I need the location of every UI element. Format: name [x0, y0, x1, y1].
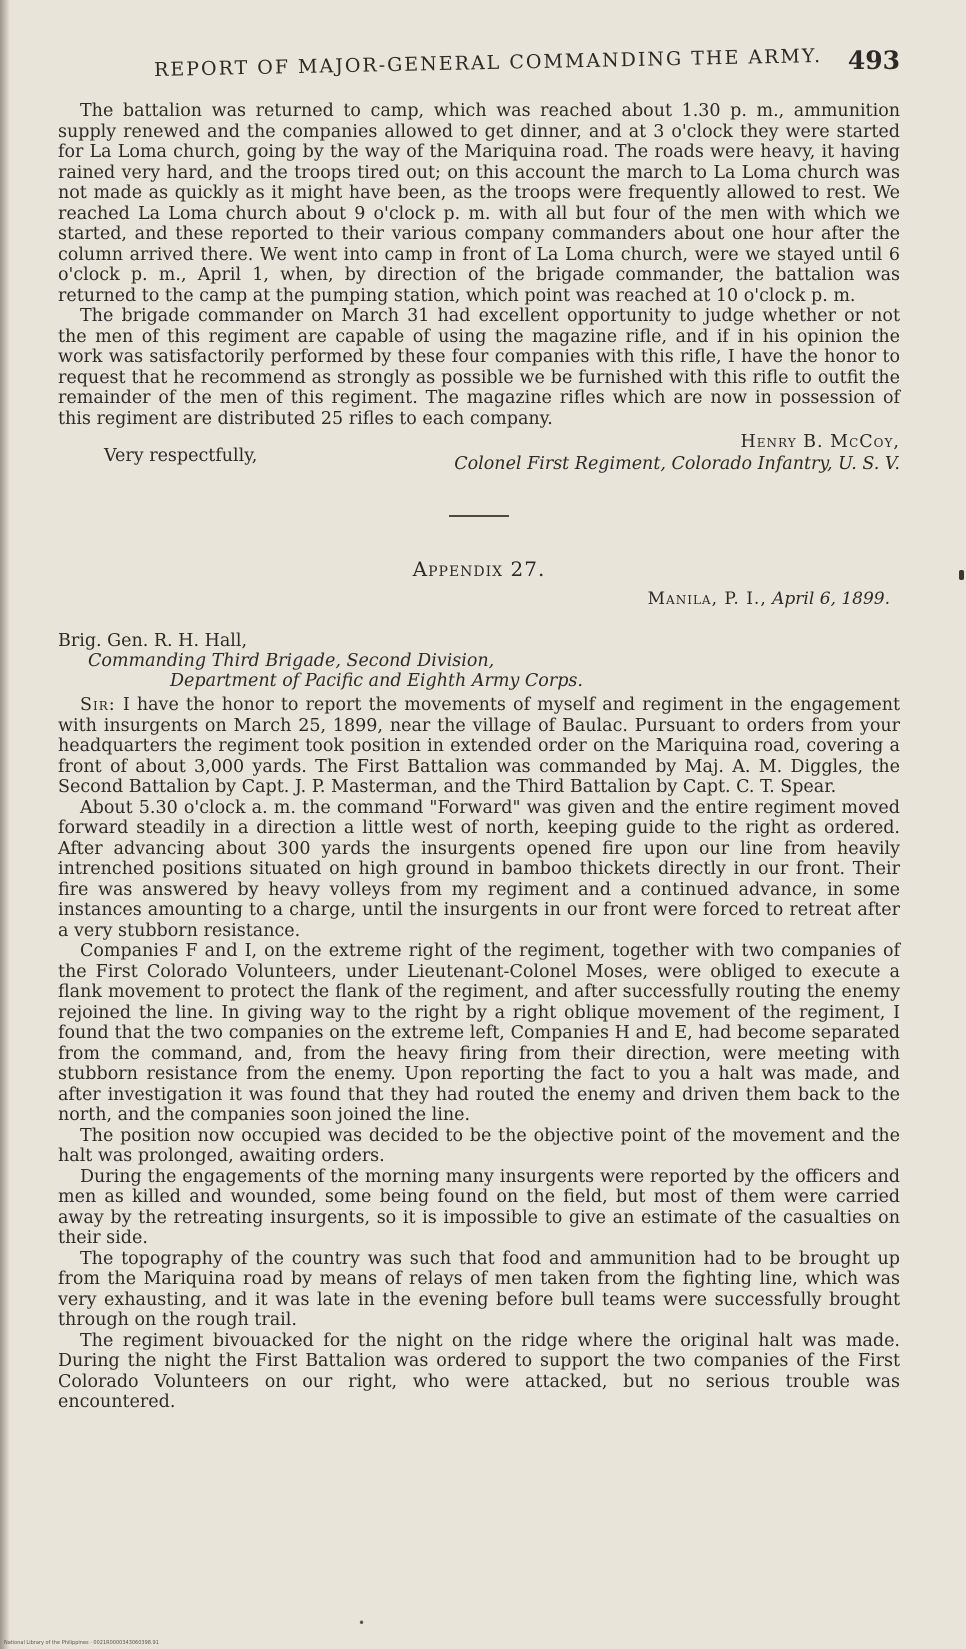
bottom-dot-mark: •	[358, 1616, 366, 1630]
signoff	[58, 431, 900, 475]
appendix-27	[58, 557, 900, 1413]
closing: Very respectfully,	[104, 446, 258, 466]
paragraph: The topography of the country was such that food and ammunition had to be brought up from the Mariquina road by means of relays of men taken from the fighting line, which was very exhausting, and it was late in the evening before bull teams were successfully brought through on the rough trail.	[58, 1248, 900, 1330]
paragraph: The battalion was returned to camp, which was reached about 1.30 p. m., ammunition supply renewed and the companies allowed to get dinner, and at 3 o'clock they were started for La Loma church, going by the way of the Mariquina road. The roads were heavy, it having rained very hard, and the troops tired out; on this account the march to La Loma church was not made as quickly as it might have been, as the troops were frequently allowed to rest. We reached La Loma church about 9 o'clock p. m. with all but four of the men with which we started, and these reported to their various company commanders about one hour after the column arrived there. We went into camp in front of La Loma church, were we stayed until 6 o'clock p. m., April 1, when, by direction of the brigade commander, the battalion was returned to the camp at the pumping station, which point was reached at 10 o'clock p. m.	[58, 101, 900, 306]
scan-mark	[959, 570, 964, 580]
section-divider	[449, 515, 509, 517]
paragraph: During the engagements of the morning many insurgents were reported by the officers and men as killed and wounded, some being found on the field, but most of them were carried away by the retreating insurgents, so it is impossible to give an estimate of the casualties on their side.	[58, 1166, 900, 1248]
scan-credit: National Library of the Philippines · 0021R0000343060398.91	[4, 1640, 159, 1646]
appendix-title: Appendix 27.	[412, 557, 546, 581]
paragraph: The regiment bivouacked for the night on the ridge where the original halt was made. During the night the First Battalion was ordered to support the two companies of the First Colorado Volunteers on our right, who were attacked, but no serious trouble was encountered.	[58, 1330, 900, 1412]
addressee-block	[58, 631, 900, 691]
dateline-date: April 6, 1899.	[772, 589, 890, 609]
dateline	[58, 589, 900, 609]
signer-title: Colonel First Regiment, Colorado Infantry, U. S. V.	[454, 454, 900, 474]
signature-block	[454, 431, 900, 475]
report-continued	[58, 101, 900, 475]
running-title: REPORT OF MAJOR-GENERAL COMMANDING THE ARMY.	[153, 45, 822, 81]
paragraph	[58, 695, 900, 798]
running-head	[58, 45, 900, 81]
page-content	[58, 40, 900, 1413]
paragraph: About 5.30 o'clock a. m. the command "Forward" was given and the entire regiment moved forward steadily in a direction a little west of north, keeping guide to the right as ordered. After advancing about 300 yards the insurgents opened fire upon our line from heavily intrenched positions situated on high ground in bamboo thickets directly in our front. Their fire was answered by heavy volleys from my regiment and a continued advance, in some instances amounting to a charge, until the insurgents in our front were forced to retreat after a very stubborn resistance.	[58, 797, 900, 941]
salutation: Sir:	[80, 695, 116, 715]
addressee-line: Department of Pacific and Eighth Army Corps.	[170, 671, 583, 691]
paragraph-text: I have the honor to report the movements of myself and regiment in the engagement with insurgents on March 25, 1899, near the village of Baulac. Pursuant to orders from your headquarters the regiment took position in extended order on the Mariquina road, covering a front of about 3,000 yards. The First Battalion was commanded by Maj. A. M. Diggles, the Second Battalion by Capt. J. P. Masterman, and the Third Battalion by Capt. C. T. Spear.	[58, 695, 900, 797]
paragraph: Companies F and I, on the extreme right of the regiment, together with two companies of the First Colorado Volunteers, under Lieutenant-Colonel Moses, were obliged to execute a flank movement to protect the flank of the regiment, and after successfully routing the enemy rejoined the line. In giving way to the right by a right oblique movement of the regiment, I found that the two companies on the extreme left, Companies H and E, had become separated from the command, and, from the heavy firing from their direction, were meeting with stubborn resistance from the enemy. Upon reporting the fact to you a halt was made, and after investigation it was found that they had routed the enemy and driven them back to the north, and the companies soon joined the line.	[58, 941, 900, 1125]
addressee-name: Brig. Gen. R. H. Hall,	[58, 631, 248, 651]
page-edge-shadow	[0, 0, 10, 1649]
paragraph: The position now occupied was decided to be the objective point of the movement and the halt was prolonged, awaiting orders.	[58, 1125, 900, 1166]
dateline-place: Manila, P. I.,	[647, 589, 767, 609]
addressee-line: Commanding Third Brigade, Second Division,	[88, 651, 495, 671]
page-number: 493	[847, 46, 900, 75]
signer-name: Henry B. McCoy,	[740, 432, 900, 452]
paragraph: The brigade commander on March 31 had excellent opportunity to judge whether or not the men of this regiment are capable of using the magazine rifle, and if in his opinion the work was satisfactorily performed by these four companies with this rifle, I have the honor to request that he recommend as strongly as possible we be furnished with this rifle to outfit the remainder of the men of this regiment. The magazine rifles which are now in possession of this regiment are distributed 25 rifles to each company.	[58, 306, 900, 429]
